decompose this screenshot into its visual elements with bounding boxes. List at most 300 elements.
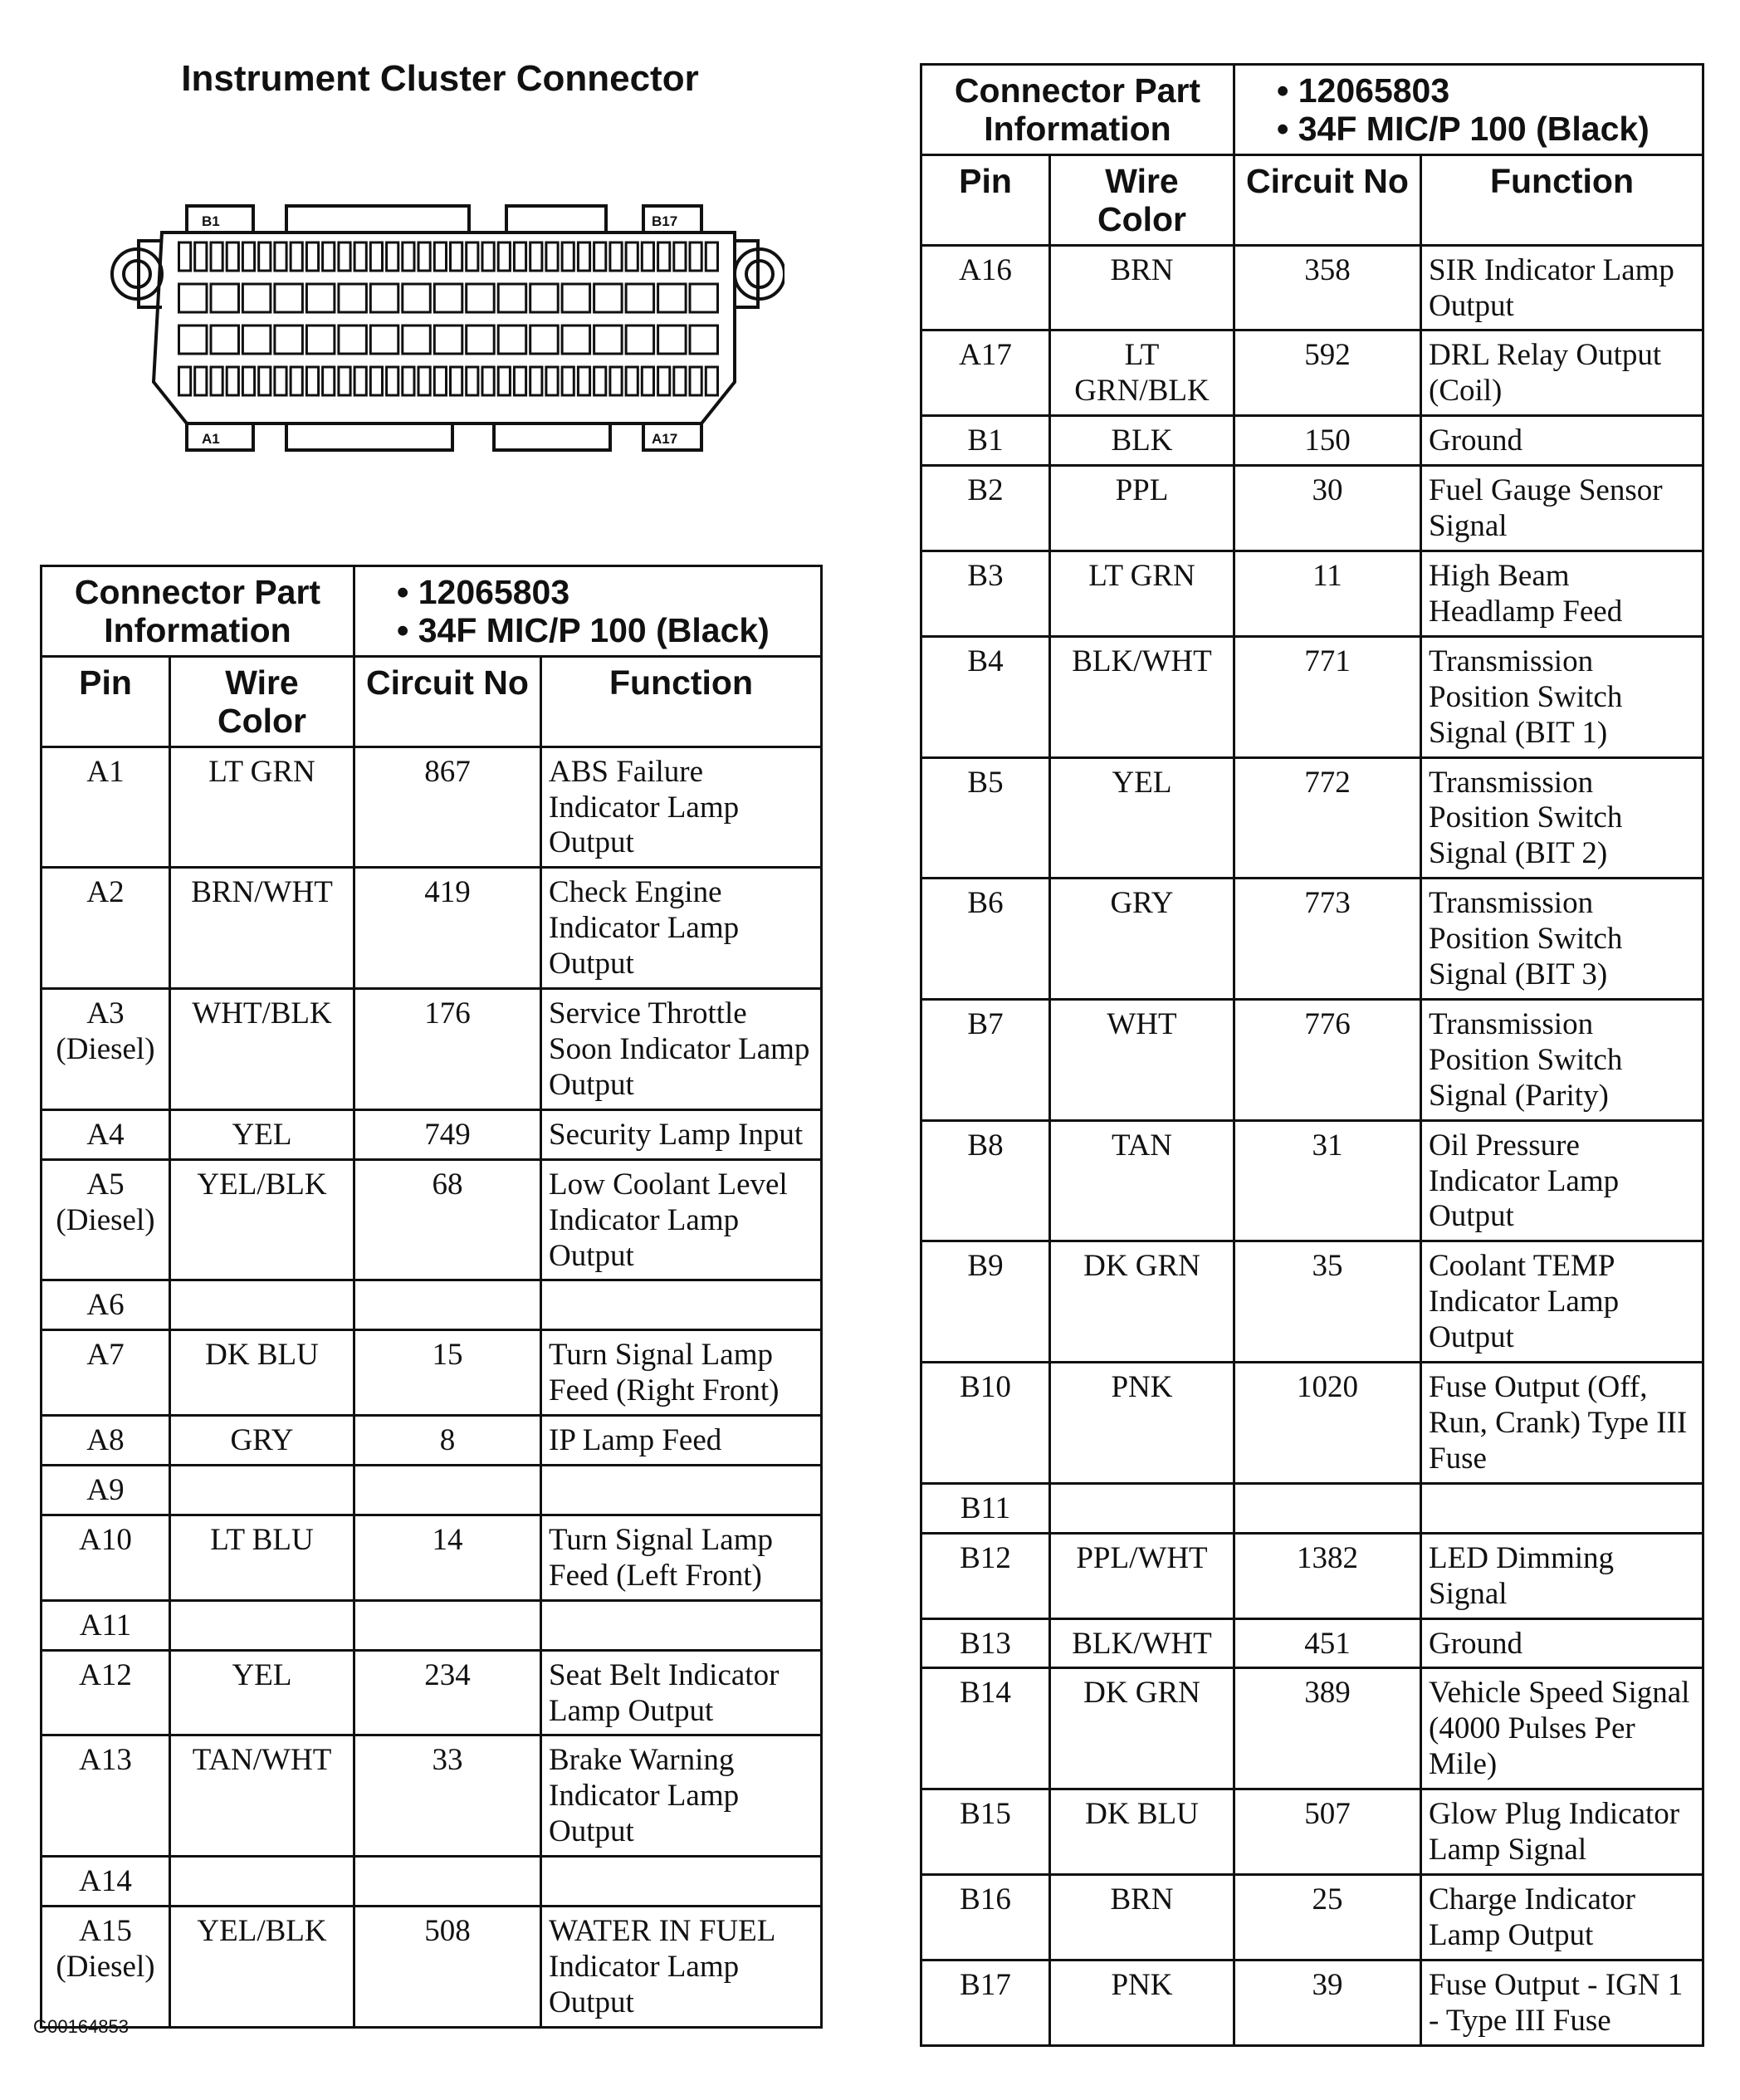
pin-cavity: [291, 367, 302, 395]
pin-id: B13: [960, 1626, 1011, 1661]
wire-color-cell: [170, 1600, 354, 1650]
function-cell: Turn Signal Lamp Feed (Left Front): [541, 1515, 822, 1600]
pin-id: A14: [79, 1864, 132, 1899]
circuit-no-cell: 507: [1234, 1789, 1421, 1875]
pin-note: (Diesel): [56, 1950, 155, 1984]
pin-cavity: [594, 284, 623, 312]
pin-cavity: [403, 284, 431, 312]
pin-cell: [921, 879, 1050, 1000]
pin-cavity: [259, 367, 271, 395]
pin-cavity: [370, 367, 382, 395]
pin-cavity: [354, 367, 366, 395]
pin-cell: [921, 1483, 1050, 1533]
wire-color-cell: PNK: [1050, 1960, 1234, 2045]
label-b17: B17: [652, 213, 678, 229]
label-a17: A17: [652, 431, 678, 447]
column-header-pin: Pin: [42, 656, 170, 747]
table-row: [42, 1515, 822, 1600]
pin-cavity: [242, 326, 271, 354]
pin-cavity: [434, 367, 446, 395]
table-row: [921, 330, 1703, 416]
pin-cavity: [227, 242, 238, 271]
pin-id: B1: [967, 423, 1004, 458]
pin-cell: [921, 1618, 1050, 1668]
pin-id: B7: [967, 1006, 1004, 1041]
pin-id: B8: [967, 1128, 1004, 1163]
wire-color-cell: TAN: [1050, 1120, 1234, 1241]
pin-cavity: [370, 284, 398, 312]
function-cell: Transmission Position Switch Signal (BIT 3): [1421, 879, 1703, 1000]
function-cell: Low Coolant Level Indicator Lamp Output: [541, 1159, 822, 1280]
table-row: [42, 1416, 822, 1466]
pin-cavity: [339, 242, 350, 271]
connector-part-info: [1234, 65, 1703, 155]
pin-cell: [42, 1416, 170, 1466]
pin-id: B6: [967, 886, 1004, 921]
pin-cavity: [626, 284, 654, 312]
pin-id: B4: [967, 644, 1004, 678]
table-row: [921, 416, 1703, 466]
pin-id: A15: [79, 1914, 132, 1949]
pin-id: B14: [960, 1676, 1011, 1711]
pin-cavity: [530, 284, 559, 312]
wire-color-cell: LT BLU: [170, 1515, 354, 1600]
table-row: [921, 1533, 1703, 1618]
pin-cavity: [195, 242, 207, 271]
wire-color-cell: BLK: [1050, 416, 1234, 466]
wire-color-cell: [1050, 1483, 1234, 1533]
pin-id: A11: [79, 1608, 132, 1642]
pin-cavity: [370, 326, 398, 354]
pin-cavity: [610, 367, 622, 395]
pin-cavity: [530, 367, 542, 395]
pin-cavity: [594, 326, 623, 354]
part-description: • 34F MIC/P 100 (Black): [1277, 109, 1650, 148]
pin-cell: [921, 1241, 1050, 1363]
pin-id: A9: [86, 1473, 125, 1508]
function-cell: Charge Indicator Lamp Output: [1421, 1874, 1703, 1960]
pin-cavity: [179, 242, 191, 271]
pin-id: B3: [967, 558, 1004, 593]
pin-id: A4: [86, 1117, 125, 1152]
pin-cavity: [546, 367, 558, 395]
column-header-wire-color: Wire Color: [170, 656, 354, 747]
pin-cavity: [674, 367, 686, 395]
pin-id: A10: [79, 1522, 132, 1557]
function-cell: Transmission Position Switch Signal (BIT 2): [1421, 757, 1703, 879]
circuit-no-cell: 8: [354, 1416, 541, 1466]
pin-cavity: [306, 284, 335, 312]
table-row: [42, 1650, 822, 1735]
function-cell: IP Lamp Feed: [541, 1416, 822, 1466]
wire-color-cell: LT GRN/BLK: [1050, 330, 1234, 416]
circuit-no-cell: 749: [354, 1109, 541, 1159]
pin-cavity: [690, 242, 701, 271]
table-row: [42, 1280, 822, 1330]
pin-cavity: [642, 367, 653, 395]
part-description: • 34F MIC/P 100 (Black): [397, 610, 770, 649]
circuit-no-cell: 771: [1234, 636, 1421, 757]
circuit-no-cell: [354, 1280, 541, 1330]
pin-cavity: [482, 367, 494, 395]
pin-cavity: [387, 367, 398, 395]
pin-cavity: [594, 242, 606, 271]
circuit-no-cell: 234: [354, 1650, 541, 1735]
pin-id: A7: [86, 1338, 125, 1373]
wire-color-cell: DK GRN: [1050, 1668, 1234, 1789]
pin-cavity: [195, 367, 207, 395]
function-cell: Seat Belt Indicator Lamp Output: [541, 1650, 822, 1735]
pin-cell: [921, 330, 1050, 416]
pin-cavity-grid: [179, 242, 718, 395]
table-row: [921, 879, 1703, 1000]
pin-cell: [921, 1533, 1050, 1618]
wire-color-cell: LT GRN: [170, 747, 354, 868]
table-row: [42, 1857, 822, 1907]
pin-id: B5: [967, 765, 1004, 800]
function-cell: [541, 1466, 822, 1515]
label-a1: A1: [202, 431, 220, 447]
pin-cell: [921, 999, 1050, 1120]
pin-id: B2: [967, 473, 1004, 508]
pin-table-left: [40, 565, 823, 2029]
table-row: [921, 1960, 1703, 2045]
pin-cell: [42, 1857, 170, 1907]
wire-color-cell: WHT/BLK: [170, 989, 354, 1110]
table-row: [921, 999, 1703, 1120]
pin-id: B15: [960, 1797, 1011, 1832]
pin-cell: [42, 1109, 170, 1159]
bottom-tab-left: [187, 423, 253, 450]
pin-id: B16: [960, 1882, 1011, 1916]
table-row: [921, 1363, 1703, 1484]
wire-color-cell: BRN/WHT: [170, 868, 354, 989]
pin-cavity: [658, 367, 670, 395]
function-cell: Ground: [1421, 1618, 1703, 1668]
function-cell: [541, 1280, 822, 1330]
pin-cell: [921, 1668, 1050, 1789]
pin-cavity: [242, 242, 254, 271]
function-cell: Security Lamp Input: [541, 1109, 822, 1159]
function-cell: [541, 1857, 822, 1907]
pin-cavity: [467, 367, 478, 395]
table-row: [921, 1241, 1703, 1363]
pin-cell: [921, 551, 1050, 636]
pin-id: A8: [86, 1423, 125, 1458]
pin-cavity: [658, 326, 687, 354]
pin-cavity: [451, 242, 462, 271]
pin-cavity: [291, 242, 302, 271]
pin-cavity: [259, 242, 271, 271]
pin-cavity: [387, 242, 398, 271]
pin-cavity: [339, 284, 367, 312]
wire-color-cell: BRN: [1050, 245, 1234, 330]
table-row: [42, 1735, 822, 1857]
wire-color-cell: BRN: [1050, 1874, 1234, 1960]
function-cell: WATER IN FUEL Indicator Lamp Output: [541, 1907, 822, 2028]
wire-color-cell: [170, 1466, 354, 1515]
pin-cavity: [179, 284, 208, 312]
function-cell: Transmission Position Switch Signal (Parity): [1421, 999, 1703, 1120]
function-cell: Check Engine Indicator Lamp Output: [541, 868, 822, 989]
circuit-no-cell: 176: [354, 989, 541, 1110]
table-row: [921, 757, 1703, 879]
part-number: • 12065803: [397, 573, 570, 611]
column-header-function: Function: [541, 656, 822, 747]
pin-cavity: [498, 284, 526, 312]
circuit-no-cell: 592: [1234, 330, 1421, 416]
function-cell: Ground: [1421, 416, 1703, 466]
function-cell: DRL Relay Output (Coil): [1421, 330, 1703, 416]
pin-cavity: [211, 284, 239, 312]
pin-cavity: [467, 242, 478, 271]
circuit-no-cell: 11: [1234, 551, 1421, 636]
circuit-no-cell: 30: [1234, 466, 1421, 551]
pin-cell: [921, 245, 1050, 330]
column-header-row: [921, 154, 1703, 245]
table-row: [921, 551, 1703, 636]
wire-color-cell: PPL/WHT: [1050, 1533, 1234, 1618]
wire-color-cell: YEL: [1050, 757, 1234, 879]
function-cell: Turn Signal Lamp Feed (Right Front): [541, 1330, 822, 1416]
pin-cavity: [578, 242, 589, 271]
function-cell: Fuse Output - IGN 1 - Type III Fuse: [1421, 1960, 1703, 2045]
column-header-circuit-no: Circuit No: [1234, 154, 1421, 245]
pin-cell: [42, 1515, 170, 1600]
top-tab-left: [187, 206, 253, 233]
pin-cavity: [626, 367, 638, 395]
pin-cavity: [418, 367, 430, 395]
pin-cavity: [690, 367, 701, 395]
pin-id: B10: [960, 1370, 1011, 1405]
pin-cavity: [434, 242, 446, 271]
pin-cavity: [275, 284, 303, 312]
function-cell: Brake Warning Indicator Lamp Output: [541, 1735, 822, 1857]
wire-color-cell: GRY: [170, 1416, 354, 1466]
pin-table-right: [920, 63, 1704, 2047]
pin-cavity: [211, 242, 222, 271]
table-row: [42, 747, 822, 868]
pin-cavity: [227, 367, 238, 395]
column-header-row: [42, 656, 822, 747]
circuit-no-cell: 772: [1234, 757, 1421, 879]
pin-cavity: [275, 367, 286, 395]
pin-note: (Diesel): [56, 1031, 155, 1066]
pin-cell: [42, 1330, 170, 1416]
pin-cavity: [354, 242, 366, 271]
pin-cavity: [306, 326, 335, 354]
figure-id: G00164853: [33, 2016, 129, 2037]
pin-cavity: [498, 367, 510, 395]
function-cell: LED Dimming Signal: [1421, 1533, 1703, 1618]
pin-cavity: [403, 242, 414, 271]
pin-cell: [921, 416, 1050, 466]
wire-color-cell: BLK/WHT: [1050, 636, 1234, 757]
pin-id: A6: [86, 1288, 125, 1323]
pin-cavity: [562, 326, 590, 354]
pin-cavity: [594, 367, 606, 395]
circuit-no-cell: 389: [1234, 1668, 1421, 1789]
function-cell: Fuse Output (Off, Run, Crank) Type III Fuse: [1421, 1363, 1703, 1484]
pin-id: A5: [86, 1167, 125, 1202]
connector-part-info: [354, 566, 822, 657]
circuit-no-cell: [1234, 1483, 1421, 1533]
function-cell: Service Throttle Soon Indicator Lamp Output: [541, 989, 822, 1110]
wire-color-cell: YEL/BLK: [170, 1159, 354, 1280]
table-row: [42, 1330, 822, 1416]
connector-info-label: Connector Part Information: [921, 65, 1234, 155]
wire-color-cell: DK BLU: [1050, 1789, 1234, 1875]
pin-cell: [921, 1960, 1050, 2045]
function-cell: Fuel Gauge Sensor Signal: [1421, 466, 1703, 551]
circuit-no-cell: 31: [1234, 1120, 1421, 1241]
wire-color-cell: [170, 1857, 354, 1907]
wire-color-cell: GRY: [1050, 879, 1234, 1000]
circuit-no-cell: 451: [1234, 1618, 1421, 1668]
wire-color-cell: PPL: [1050, 466, 1234, 551]
pin-cavity: [562, 284, 590, 312]
wire-color-cell: BLK/WHT: [1050, 1618, 1234, 1668]
function-cell: [1421, 1483, 1703, 1533]
circuit-no-cell: 1020: [1234, 1363, 1421, 1484]
table-row: [921, 636, 1703, 757]
pin-id: A13: [79, 1743, 132, 1778]
pin-id: A12: [79, 1657, 132, 1692]
pin-cavity: [323, 242, 335, 271]
wire-color-cell: LT GRN: [1050, 551, 1234, 636]
pin-cavity: [306, 367, 318, 395]
circuit-no-cell: 35: [1234, 1241, 1421, 1363]
function-cell: Glow Plug Indicator Lamp Signal: [1421, 1789, 1703, 1875]
pin-id: B17: [960, 1967, 1011, 2002]
function-cell: Oil Pressure Indicator Lamp Output: [1421, 1120, 1703, 1241]
circuit-no-cell: 15: [354, 1330, 541, 1416]
pin-cavity: [403, 367, 414, 395]
pin-cavity: [339, 326, 367, 354]
bottom-tab-right-center: [494, 423, 610, 450]
function-cell: Vehicle Speed Signal (4000 Pulses Per Mile): [1421, 1668, 1703, 1789]
label-b1: B1: [202, 213, 220, 229]
function-cell: SIR Indicator Lamp Output: [1421, 245, 1703, 330]
circuit-no-cell: 39: [1234, 1960, 1421, 2045]
pin-id: A1: [86, 754, 125, 789]
pin-cell: [42, 1907, 170, 2028]
circuit-no-cell: 150: [1234, 416, 1421, 466]
pin-cavity: [562, 367, 574, 395]
top-tab-center: [286, 206, 469, 233]
pin-cavity: [467, 326, 495, 354]
table-row: [42, 868, 822, 989]
table-row: [42, 1600, 822, 1650]
pin-cavity: [179, 367, 191, 395]
circuit-no-cell: 867: [354, 747, 541, 868]
wire-color-cell: [170, 1280, 354, 1330]
pin-cavity: [211, 367, 222, 395]
pin-cell: [921, 1363, 1050, 1484]
circuit-no-cell: 419: [354, 868, 541, 989]
pin-cavity: [562, 242, 574, 271]
pin-cell: [921, 1120, 1050, 1241]
pin-cell: [42, 868, 170, 989]
pin-cavity: [482, 242, 494, 271]
table-row: [921, 1874, 1703, 1960]
table-row: [42, 1466, 822, 1515]
table-row: [42, 1109, 822, 1159]
top-tab-right-center: [506, 206, 606, 233]
pin-cell: [42, 989, 170, 1110]
pin-cavity: [179, 326, 208, 354]
pin-cavity: [658, 284, 687, 312]
pin-cavity: [242, 367, 254, 395]
connector-face-diagram: [104, 191, 784, 465]
circuit-no-cell: 508: [354, 1907, 541, 2028]
pin-cavity: [403, 326, 431, 354]
connector-info-row: [921, 65, 1703, 155]
pin-cavity: [706, 367, 717, 395]
pin-cavity: [418, 242, 430, 271]
pin-cavity: [530, 242, 542, 271]
pin-cavity: [498, 242, 510, 271]
pin-cavity: [530, 326, 559, 354]
circuit-no-cell: 1382: [1234, 1533, 1421, 1618]
pin-cell: [921, 466, 1050, 551]
pin-cell: [921, 1874, 1050, 1960]
pin-cavity: [674, 242, 686, 271]
table-row: [921, 466, 1703, 551]
table-row: [921, 1483, 1703, 1533]
pin-cell: [42, 1159, 170, 1280]
pin-cavity: [658, 242, 670, 271]
column-header-circuit-no: Circuit No: [354, 656, 541, 747]
pin-cavity: [514, 242, 525, 271]
wire-color-cell: TAN/WHT: [170, 1735, 354, 1857]
pin-id: B11: [960, 1491, 1011, 1525]
pin-cavity: [626, 242, 638, 271]
pin-cavity: [275, 326, 303, 354]
pin-cavity: [370, 242, 382, 271]
pin-cavity: [578, 367, 589, 395]
pin-cavity: [451, 367, 462, 395]
table-row: [921, 1668, 1703, 1789]
pin-cavity: [467, 284, 495, 312]
pin-cavity: [498, 326, 526, 354]
wire-color-cell: DK BLU: [170, 1330, 354, 1416]
circuit-no-cell: [354, 1466, 541, 1515]
column-header-function: Function: [1421, 154, 1703, 245]
circuit-no-cell: [354, 1857, 541, 1907]
pin-cavity: [642, 242, 653, 271]
wire-color-cell: YEL: [170, 1650, 354, 1735]
pin-note: (Diesel): [56, 1202, 155, 1237]
pin-cavity: [434, 284, 462, 312]
pin-id: A16: [959, 252, 1012, 287]
function-cell: Transmission Position Switch Signal (BIT 1): [1421, 636, 1703, 757]
pin-cavity: [690, 326, 718, 354]
connector-info-label: Connector Part Information: [42, 566, 354, 657]
circuit-no-cell: 358: [1234, 245, 1421, 330]
pin-cell: [921, 757, 1050, 879]
table-row: [42, 1159, 822, 1280]
pin-cavity: [514, 367, 525, 395]
circuit-no-cell: 773: [1234, 879, 1421, 1000]
column-header-pin: Pin: [921, 154, 1050, 245]
pin-cavity: [323, 367, 335, 395]
pin-cell: [921, 1789, 1050, 1875]
pin-cavity: [610, 242, 622, 271]
pin-cavity: [211, 326, 239, 354]
pin-cell: [921, 636, 1050, 757]
pin-id: A17: [959, 338, 1012, 373]
